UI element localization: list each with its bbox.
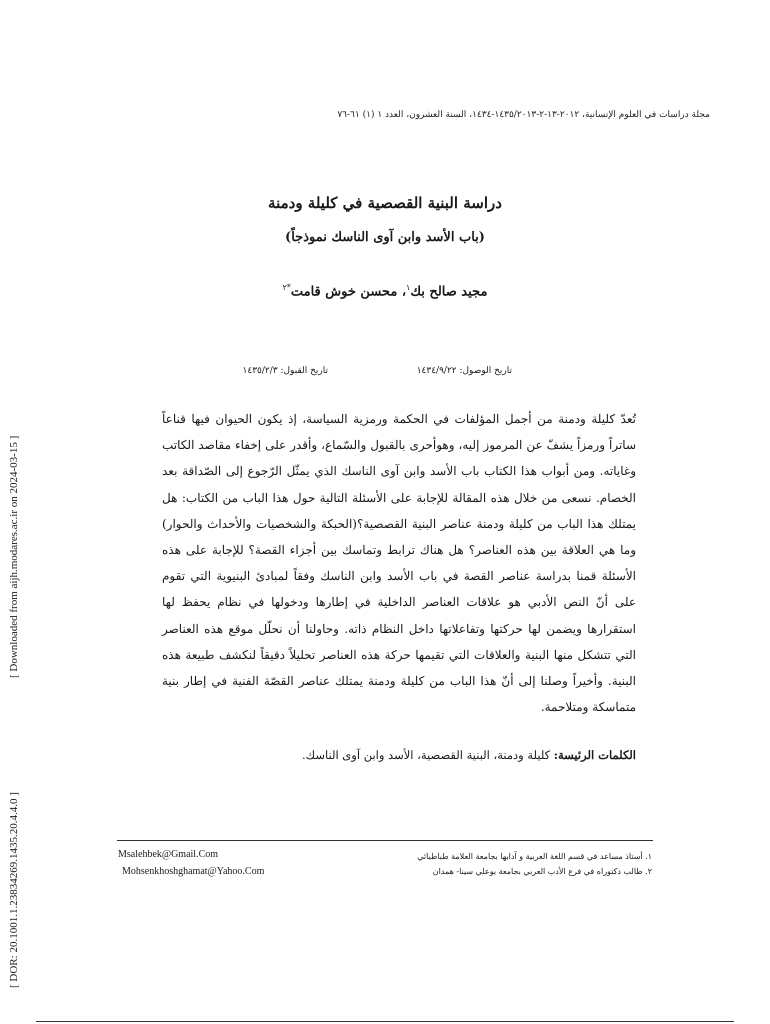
author-footnote-mark: *٢ bbox=[282, 283, 291, 292]
article-title: دراسة البنية القصصية في كليلة ودمنة bbox=[268, 194, 502, 212]
keywords-line bbox=[162, 748, 636, 762]
author-line bbox=[0, 283, 770, 299]
author-name: محسن خوش قامت bbox=[290, 284, 398, 300]
footnote-1: ١. أستاذ مساعد في قسم اللغة العربية و آدابها بجامعة العلامة طباطبائي bbox=[417, 852, 652, 861]
keywords-label: الكلمات الرئيسة: bbox=[553, 748, 636, 762]
footnote-divider bbox=[117, 840, 653, 841]
author-email-link[interactable]: Mohsenkhoshghamat@Yahoo.Com bbox=[122, 866, 265, 877]
accepted-date: تاريخ القبول: ١٤٣٥/٢/٣ bbox=[242, 366, 328, 376]
article-subtitle: (باب الأسد وابن آوى الناسك نموذجاً) bbox=[285, 230, 485, 245]
author-footnote-mark: ١ bbox=[406, 283, 411, 292]
page-bottom-rule bbox=[36, 1021, 734, 1022]
journal-citation: مجلة دراسات في العلوم الإنسانية، ٢٠١٢-١٣-٢-١٤٣٥/٢٠١٣-١٤٣٤، السنة العشرون، العدد ١ (١) ٦١-٧٦ bbox=[337, 110, 710, 120]
author-email-link[interactable]: Msalehbek@Gmail.Com bbox=[118, 849, 219, 860]
footnote-2: ٢. طالب دكتوراه في فرع الأدب العربي بجامعة بوعلي سينا- همدان bbox=[432, 867, 652, 876]
dor-watermark: [ DOR: 20.1001.1.23834269.1435.20.4.4.0 ] bbox=[8, 792, 20, 988]
author-name: مجيد صالح بك bbox=[410, 284, 488, 300]
keywords-text: كليلة ودمنة، البنية القصصية، الأسد وابن آوى الناسك. bbox=[301, 748, 554, 762]
download-watermark: [ Downloaded from aijh.modares.ac.ir on 2024-03-15 ] bbox=[8, 435, 20, 678]
abstract-paragraph: تُعدّ كليلة ودمنة من أجمل المؤلفات في الحكمة ورمزية السياسة، إذ يكون الحيوان فيها قناعاً ساتراً ورمزاً يشفّ عن المرموز إليه، وهوأحرى بالقبول والسّماع، وأقدر على إخفاء مقاصد الكاتب وغاياته. ومن أبواب هذا الكتاب باب الأسد وابن آوى الناسك الذي يمثّل الرّجوع إلى الصّداقة بعد الخصام. نسعى من خلال هذه المقالة للإجابة على الأسئلة التالية حول هذا الباب من الكتاب: هل يمتلك هذا الباب من كليلة ودمنة عناصر البنية القصصية؟(الحبكة والشخصيات والأحداث والحوار) وما هي العلاقة بين هذه العناصر؟ هل هناك ترابط وتماسك بين أجزاء القصة؟ للإجابة على هذه الأسئلة قمنا بدراسة عناصر القصة في باب الأسد وابن الناسك وفقاً لمبادئ البنيوية التي تقوم على أنّ النص الأدبي هو علاقات العناصر الداخلية في إطارها ودخولها في نظام يحفظ لها استقرارها ويضمن لها حركتها وتفاعلاتها داخل النظام ذاته. وحاولنا أن نحلّل موقع هذه العناصر التي تتشكل منها البنية والعلاقات التي تقيمها حركة هذه العناصر تحليلاً دقيقاً لنكشف طبيعة هذه البنية. وأخيراً وصلنا إلى أنّ هذا الباب من كليلة ودمنة يمتلك عناصر القصّة الفنية في إطار بنية متماسكة ومتلاحمة. bbox=[162, 412, 636, 715]
received-date: تاريخ الوصول: ١٤٣٤/٩/٢٢ bbox=[416, 366, 512, 376]
author-separator: ، bbox=[397, 284, 407, 300]
